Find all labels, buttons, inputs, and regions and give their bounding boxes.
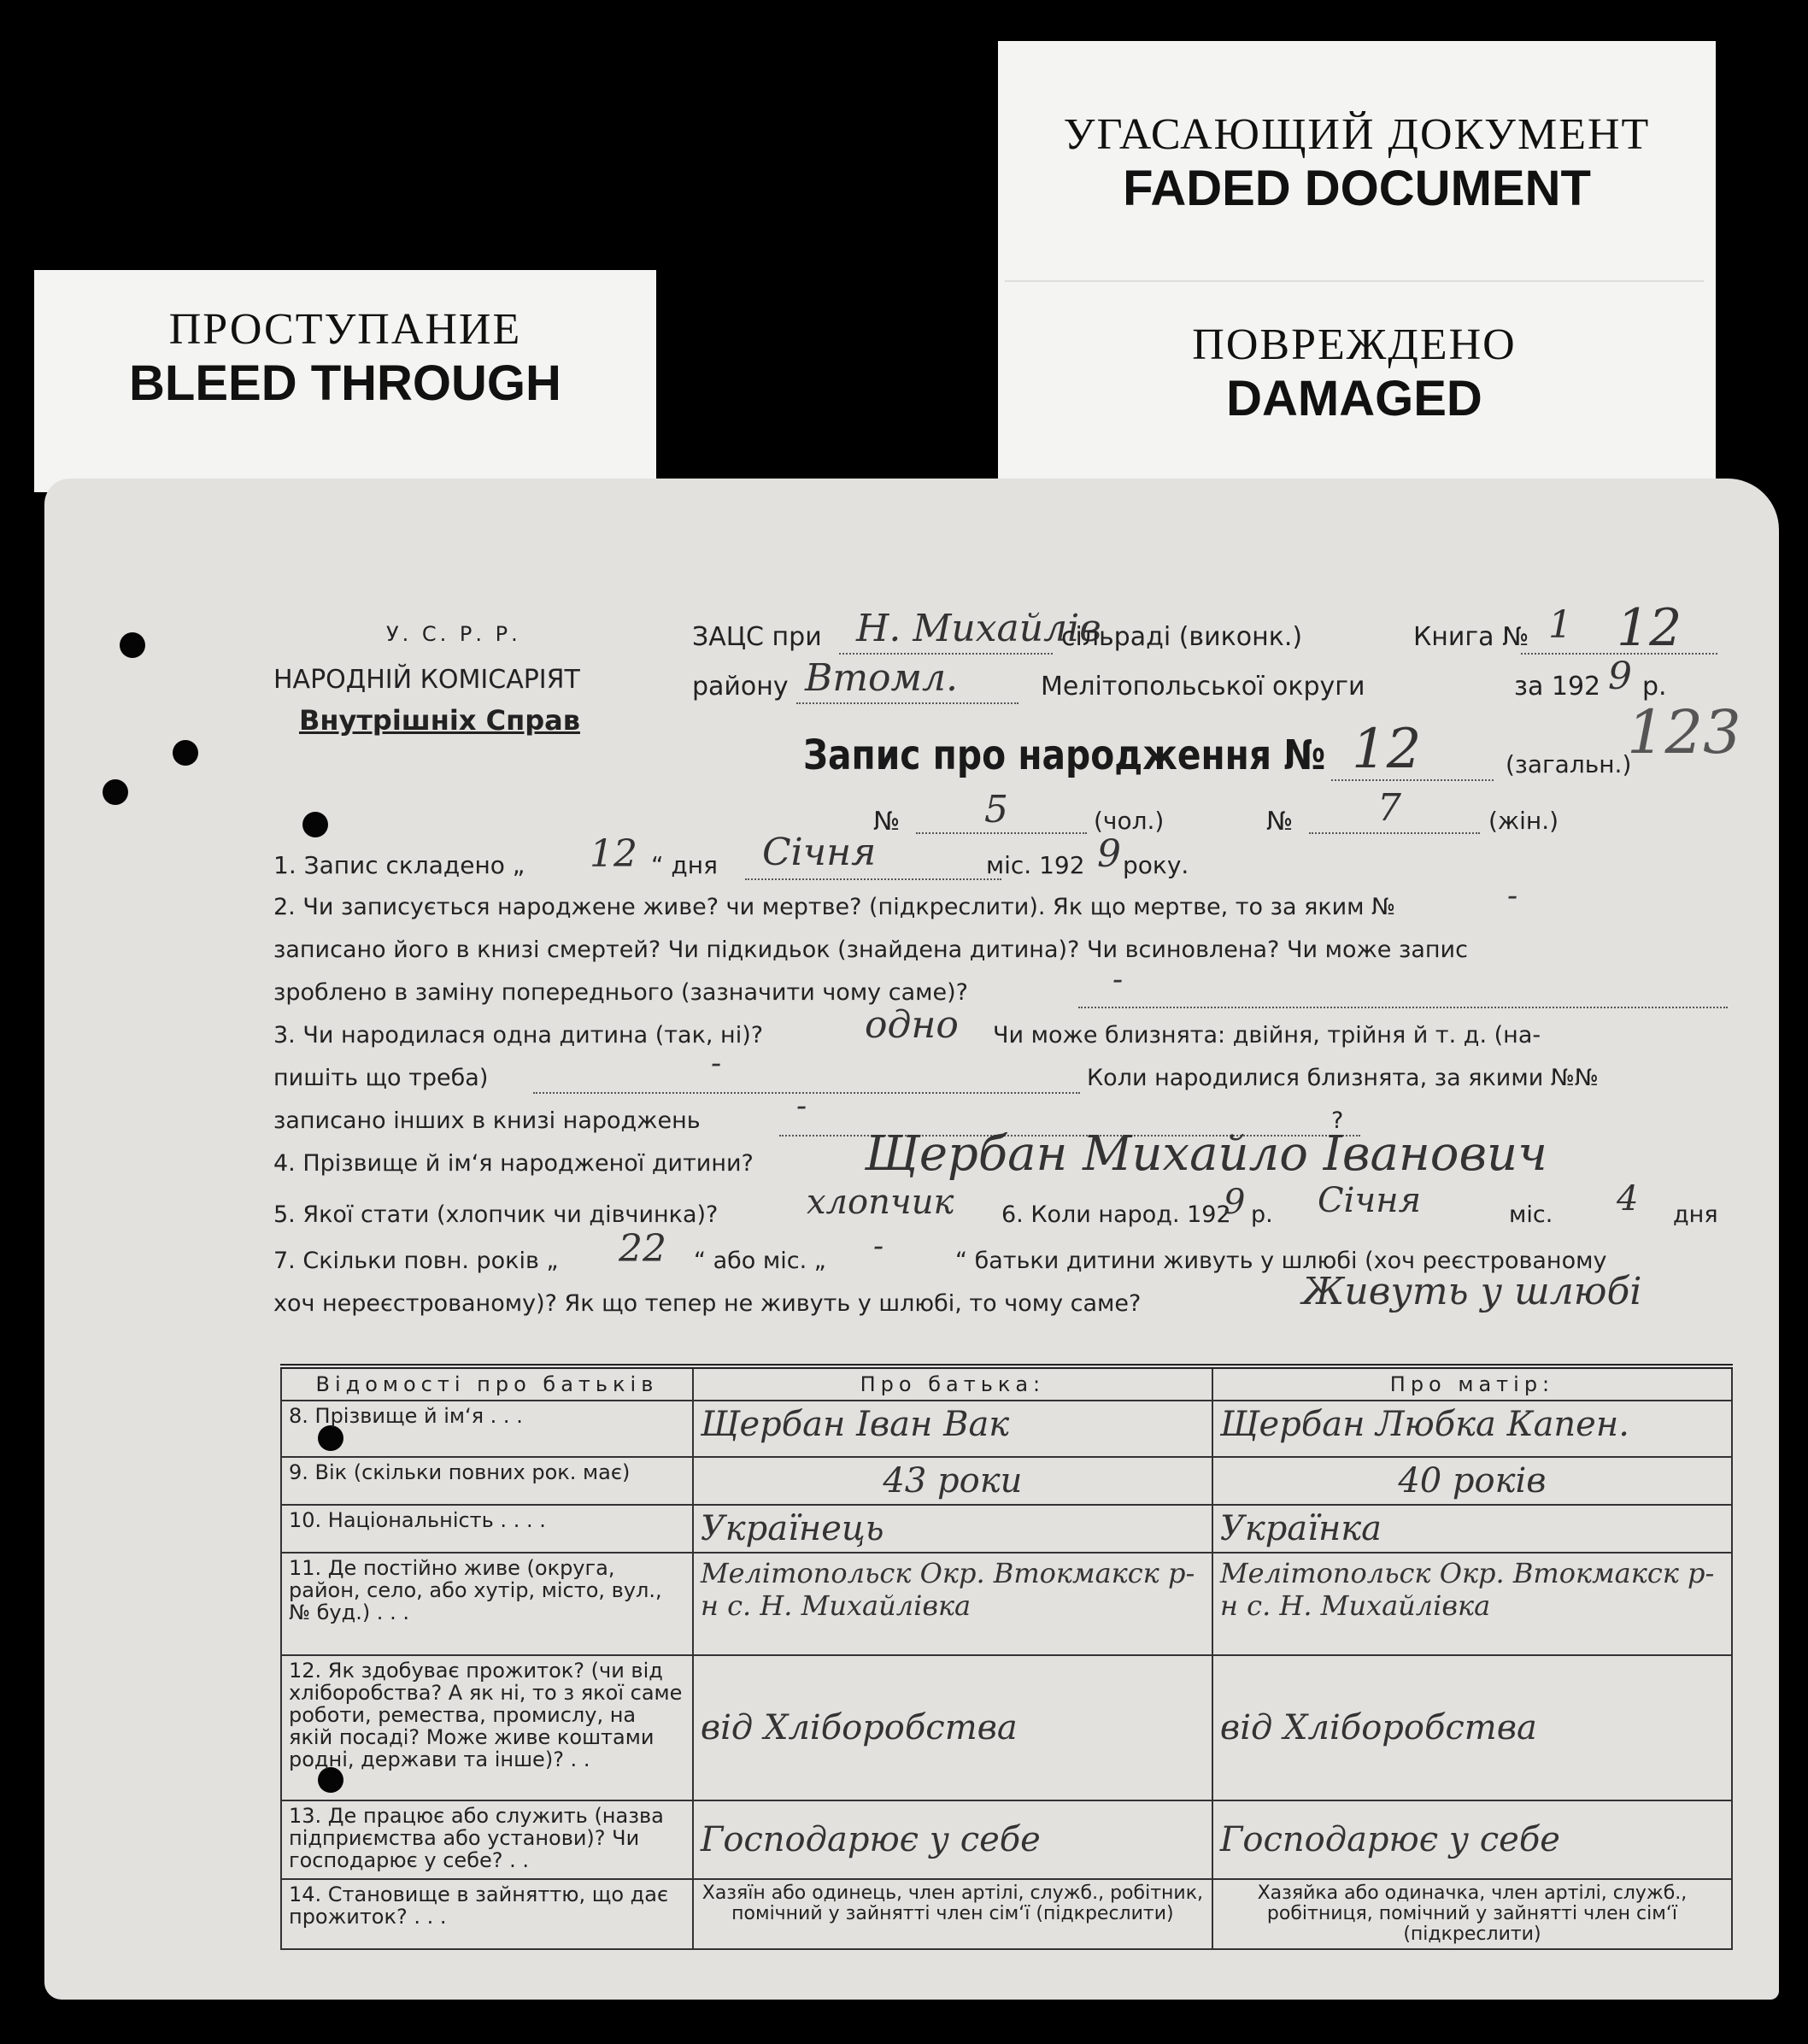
- q1-day-handwritten: 12: [590, 832, 637, 876]
- male-number-handwritten: 5: [984, 788, 1008, 831]
- damaged-label: [1005, 282, 1704, 496]
- village-suffix: сільраді (виконк.): [1061, 622, 1303, 652]
- q4-label: 4. Прізвище й ім‘я народженої дитини?: [273, 1150, 754, 1177]
- damaged-en: DAMAGED: [1226, 371, 1482, 426]
- book-handwritten-2: 12: [1617, 598, 1682, 658]
- margin-note: 123: [1627, 697, 1741, 767]
- q7-line-b: хоч нереєстрованому)? Як що тепер не живуть у шлюбі, то чому саме?: [273, 1290, 1142, 1317]
- birth-record-sheet: [44, 479, 1779, 2000]
- father-value: Щербан Іван Вак: [693, 1401, 1212, 1457]
- mother-value: Мелітопольск Окр. Втокмакск р-н с. Н. Михайлівка: [1212, 1553, 1732, 1655]
- book-label: Книга №: [1413, 622, 1529, 652]
- q1-label: 1. Запис складено „: [273, 851, 525, 879]
- header-mother: Про матір:: [1212, 1366, 1732, 1401]
- punch-hole: [103, 779, 128, 805]
- q5-label: 5. Якої стати (хлопчик чи дівчинка)?: [273, 1201, 719, 1228]
- father-value: Мелітопольск Окр. Втокмакск р-н с. Н. Михайлівка: [693, 1553, 1212, 1655]
- year-label: за 192: [1514, 672, 1601, 702]
- q3-line-a: 3. Чи народилася одна дитина (так, ні)?: [273, 1022, 764, 1048]
- q4-child-name-handwritten: Щербан Михайло Іванович: [865, 1126, 1547, 1182]
- village-line: [839, 653, 1053, 655]
- female-number-label: №: [1266, 807, 1294, 837]
- father-value: Українець: [693, 1505, 1212, 1553]
- district-label: району: [692, 672, 789, 702]
- punch-hole: [173, 740, 198, 766]
- q1-day-suffix: “ дня: [651, 851, 718, 879]
- father-value: від Хліборобства: [693, 1655, 1212, 1800]
- punch-hole: [120, 632, 145, 658]
- q7-years-handwritten: 22: [619, 1227, 666, 1271]
- district-handwritten: Втомл.: [805, 656, 959, 700]
- internal-affairs-header: Внутрішніх Справ: [299, 704, 580, 737]
- q2-line-c: зроблено в заміну попереднього (зазначити чому саме)?: [273, 979, 968, 1006]
- q2-death-number-handwritten: -: [1507, 878, 1518, 913]
- mother-value: Щербан Любка Капен.: [1212, 1401, 1732, 1457]
- q6-year-handwritten: 9: [1224, 1183, 1246, 1222]
- row-label: 10. Національність . . . .: [281, 1505, 693, 1553]
- q1-month-handwritten: Січня: [762, 831, 877, 874]
- female-suffix: (жін.): [1488, 807, 1559, 835]
- mother-value: від Хліборобства: [1212, 1655, 1732, 1800]
- row-label: 9. Вік (скільки повних рок. має): [281, 1457, 693, 1505]
- q7-line-a: “ батьки дитини живуть у шлюбі (хоч реєстрованому: [955, 1248, 1607, 1274]
- male-suffix: (чол.): [1094, 807, 1165, 835]
- q7-label: 7. Скільки повн. років „: [273, 1248, 559, 1274]
- year-suffix: р.: [1642, 672, 1667, 702]
- record-title: Запис про народження №: [803, 731, 1326, 779]
- q1-year-label: міс. 192: [986, 851, 1085, 879]
- q2-line-a: 2. Чи записується народжене живе? чи мертве? (підкреслити). Як що мертве, то за яким №: [273, 894, 1396, 920]
- row-label: 14. Становище в зайняттю, що дає прожиток? . . .: [281, 1879, 693, 1949]
- row-label: 13. Де працює або служить (назва підприємства або установи)? Чи господарює у себе? . .: [281, 1800, 693, 1879]
- q3-line-c: записано інших в книзі народжень: [273, 1107, 701, 1134]
- q3-other-suffix: ?: [1331, 1107, 1344, 1134]
- q6-year-suffix: р.: [1251, 1201, 1273, 1228]
- father-value: 43 роки: [693, 1457, 1212, 1505]
- q6-day-suffix: дня: [1673, 1201, 1718, 1228]
- q2-reason-handwritten: -: [1112, 962, 1124, 997]
- record-general-label: (загальн.): [1506, 750, 1632, 778]
- record-number-handwritten: 12: [1352, 718, 1422, 781]
- mother-value: Господарює у себе: [1212, 1800, 1732, 1879]
- row-label: 8. Прізвище й ім‘я . . .: [281, 1401, 693, 1457]
- table-row: [281, 1457, 1732, 1505]
- table-row: [281, 1553, 1732, 1655]
- header-parents-info: Відомості про батьків: [281, 1366, 693, 1401]
- q3-single-handwritten: одно: [865, 1003, 959, 1047]
- table-row: [281, 1505, 1732, 1553]
- mother-value: Українка: [1212, 1505, 1732, 1553]
- q7-marriage-handwritten: Живуть у шлюбі: [1302, 1270, 1642, 1313]
- table-header-row: [281, 1366, 1732, 1401]
- mother-value: 40 років: [1212, 1457, 1732, 1505]
- ussr-header: У. С. Р. Р.: [386, 622, 521, 646]
- header-father: Про батька:: [693, 1366, 1212, 1401]
- father-value: Господарює у себе: [693, 1800, 1212, 1879]
- q6-month-handwritten: Січня: [1318, 1181, 1422, 1220]
- table-row: [281, 1800, 1732, 1879]
- male-number-line: [916, 832, 1087, 834]
- q7-months-handwritten: -: [873, 1229, 884, 1264]
- q3-twins-handwritten: -: [711, 1046, 722, 1081]
- year-handwritten: 9: [1608, 655, 1632, 698]
- table-row: [281, 1401, 1732, 1457]
- village-handwritten: Н. Михайлів: [856, 607, 1101, 650]
- q2-reason-line: [1078, 1007, 1728, 1008]
- bleed-through-label: [34, 270, 656, 492]
- father-value: Хазяїн або одинець, член артілі, служб., робітник, помічний у зайнятті член сім‘ї (підкреслити): [693, 1879, 1212, 1949]
- q3-twins-when: Коли народилися близнята, за якими №№: [1087, 1065, 1600, 1091]
- q1-year-suffix: року.: [1123, 851, 1189, 879]
- q2-line-b: записано його в книзі смертей? Чи підкидьок (знайдена дитина)? Чи всиновлена? Чи може запис: [273, 937, 1468, 963]
- commissariat-header: НАРОДНІЙ КОМІСАРІЯТ: [273, 665, 580, 695]
- q7-months-label: “ або міс. „: [694, 1248, 826, 1274]
- faded-document-ru: УГАСАЮЩИЙ ДОКУМЕНТ: [1063, 110, 1651, 159]
- row-label: 11. Де постійно живе (округа, район, село, або хутір, місто, вул., № буд.) . . .: [281, 1553, 693, 1655]
- faded-document-en: FADED DOCUMENT: [1123, 161, 1591, 216]
- q5-sex-handwritten: хлопчик: [807, 1183, 954, 1222]
- q1-year-handwritten: 9: [1097, 832, 1121, 876]
- male-number-label: №: [873, 807, 901, 837]
- q3-other-handwritten: -: [796, 1089, 807, 1124]
- q1-month-line: [745, 878, 1001, 880]
- q3-twins-question: Чи може близнята: двійня, трійня й т. д. (на-: [993, 1022, 1541, 1048]
- zags-label: ЗАЦС при: [692, 622, 822, 652]
- punch-hole: [302, 812, 328, 837]
- q6-day-handwritten: 4: [1617, 1179, 1639, 1219]
- q6-label: 6. Коли народ. 192: [1001, 1201, 1231, 1228]
- bleed-through-ru: ПРОСТУПАНИЕ: [168, 305, 522, 354]
- district-line: [796, 702, 1018, 704]
- q3-line-b: пишіть що треба): [273, 1065, 489, 1091]
- okruha-label: Мелітопольської округи: [1041, 672, 1365, 702]
- table-row: [281, 1879, 1732, 1949]
- book-handwritten-1: 1: [1548, 603, 1572, 647]
- parents-table: [280, 1364, 1733, 1950]
- bleed-through-en: BLEED THROUGH: [129, 355, 561, 411]
- q6-month-label: міс.: [1509, 1201, 1553, 1228]
- damaged-ru: ПОВРЕЖДЕНО: [1192, 320, 1517, 369]
- female-number-line: [1309, 832, 1480, 834]
- female-number-handwritten: 7: [1377, 786, 1401, 830]
- mother-value: Хазяйка або одиначка, член артілі, служб., робітниця, помічний у зайнятті член сім‘ї (підкреслити): [1212, 1879, 1732, 1949]
- row-label: 12. Як здобуває прожиток? (чи від хліборобства? А як ні, то з якої саме роботи, ремества, промислу, на якій посаді? Може живе коштами родні, держави та інше)? . .: [281, 1655, 693, 1800]
- table-row: [281, 1655, 1732, 1800]
